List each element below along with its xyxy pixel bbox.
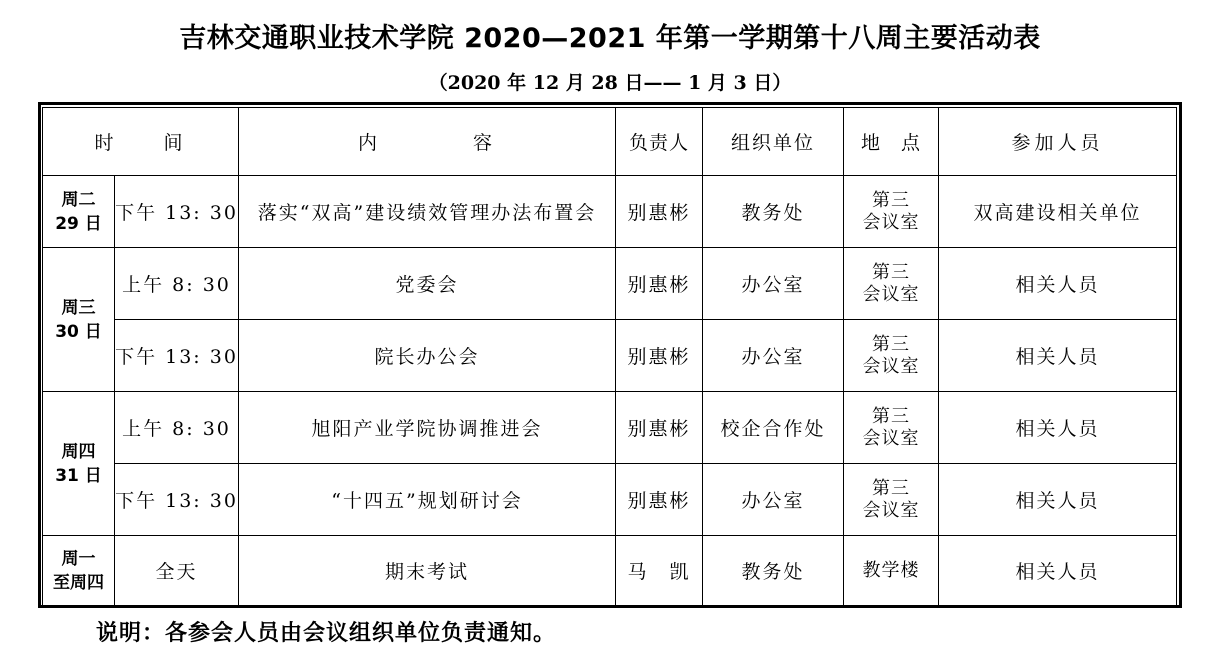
day-cell: 周四 31 日	[43, 392, 115, 536]
page-title: 吉林交通职业技术学院 2020—2021 年第一学期第十八周主要活动表	[179, 23, 1041, 54]
time-cell: 下午 13: 30	[115, 320, 239, 392]
header-participants: 参加人员	[939, 108, 1177, 176]
org-cell: 教务处	[703, 176, 844, 248]
person-cell: 别惠彬	[616, 248, 703, 320]
time-cell: 全天	[115, 536, 239, 606]
person-cell: 别惠彬	[616, 320, 703, 392]
participants-cell: 相关人员	[939, 536, 1177, 606]
place-cell: 第三 会议室	[844, 320, 939, 392]
table-row	[43, 464, 1177, 536]
content-cell: 旭阳产业学院协调推进会	[239, 392, 616, 464]
participants-cell: 相关人员	[939, 248, 1177, 320]
time-cell: 上午 8: 30	[115, 392, 239, 464]
time-cell: 下午 13: 30	[115, 176, 239, 248]
header-place: 地 点	[844, 108, 939, 176]
person-cell: 别惠彬	[616, 464, 703, 536]
org-cell: 教务处	[703, 536, 844, 606]
participants-cell: 双高建设相关单位	[939, 176, 1177, 248]
org-cell: 办公室	[703, 248, 844, 320]
org-cell: 校企合作处	[703, 392, 844, 464]
org-cell: 办公室	[703, 464, 844, 536]
day-cell: 周二 29 日	[43, 176, 115, 248]
person-cell: 别惠彬	[616, 176, 703, 248]
header-org: 组织单位	[703, 108, 844, 176]
content-cell: 党委会	[239, 248, 616, 320]
content-cell: 期末考试	[239, 536, 616, 606]
person-cell: 别惠彬	[616, 392, 703, 464]
content-cell: “十四五”规划研讨会	[239, 464, 616, 536]
person-cell: 马 凯	[616, 536, 703, 606]
header-time: 时 间	[43, 108, 239, 176]
org-cell: 办公室	[703, 320, 844, 392]
place-cell: 第三 会议室	[844, 176, 939, 248]
table-row	[43, 176, 1177, 248]
day-cell: 周一 至周四	[43, 536, 115, 606]
table-row	[43, 536, 1177, 606]
place-cell: 教学楼	[844, 536, 939, 606]
place-cell: 第三 会议室	[844, 248, 939, 320]
content-cell: 院长办公会	[239, 320, 616, 392]
table-row	[43, 248, 1177, 320]
day-cell: 周三 30 日	[43, 248, 115, 392]
place-cell: 第三 会议室	[844, 464, 939, 536]
header-row	[43, 108, 1177, 176]
time-cell: 上午 8: 30	[115, 248, 239, 320]
content-cell: 落实“双高”建设绩效管理办法布置会	[239, 176, 616, 248]
table-row	[43, 320, 1177, 392]
table-row	[43, 392, 1177, 464]
footnote: 说明：各参会人员由会议组织单位负责通知。	[96, 621, 557, 646]
participants-cell: 相关人员	[939, 320, 1177, 392]
header-content: 内 容	[239, 108, 616, 176]
participants-cell: 相关人员	[939, 392, 1177, 464]
date-range: （2020 年 12 月 28 日—— 1 月 3 日）	[428, 72, 792, 94]
place-cell: 第三 会议室	[844, 392, 939, 464]
header-person: 负责人	[616, 108, 703, 176]
time-cell: 下午 13: 30	[115, 464, 239, 536]
participants-cell: 相关人员	[939, 464, 1177, 536]
activity-table	[42, 107, 1177, 606]
